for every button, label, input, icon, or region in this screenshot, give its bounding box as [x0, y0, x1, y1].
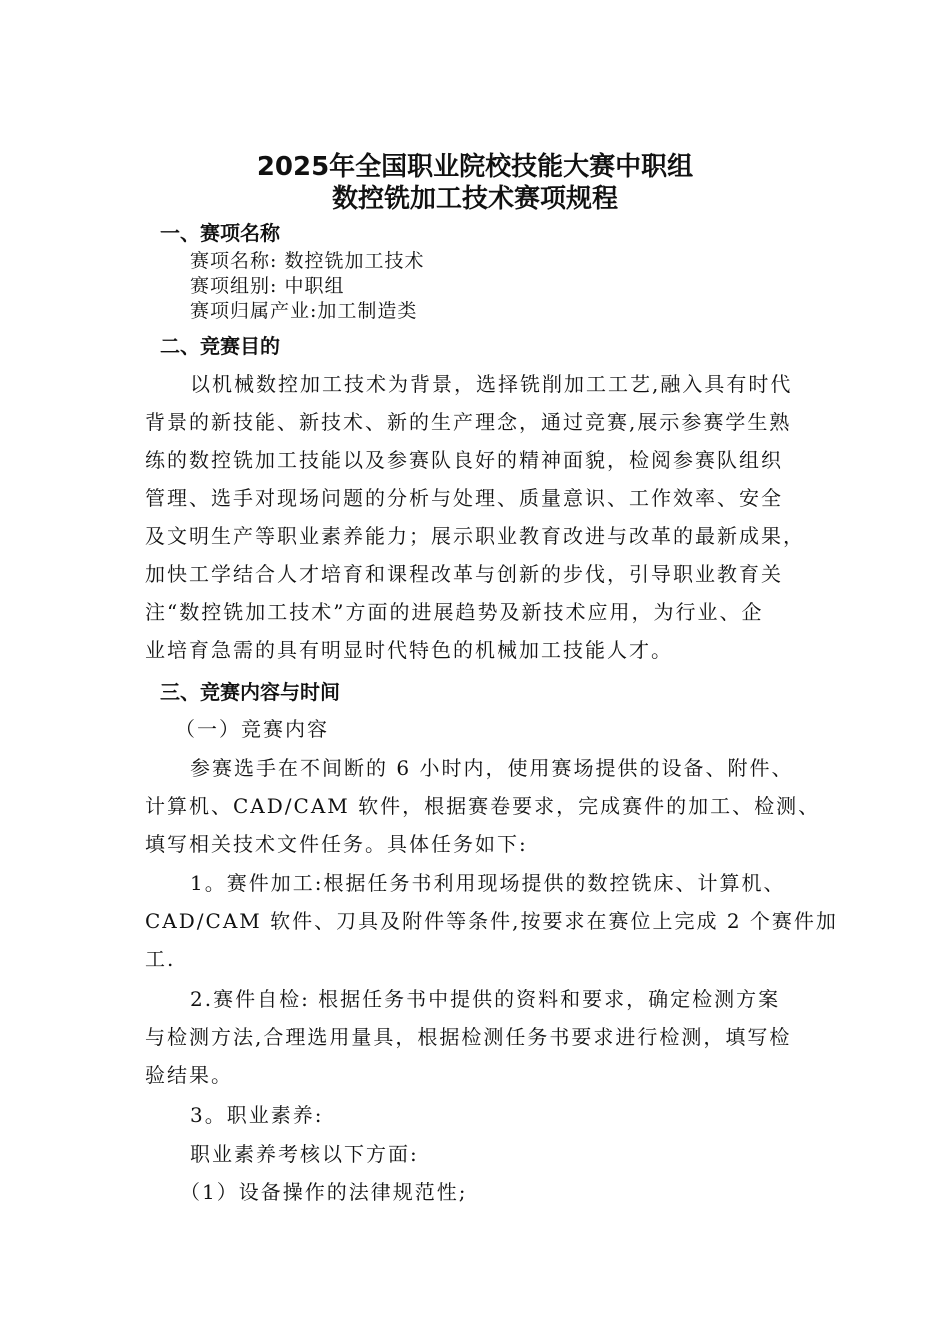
- content-intro-line: 计算机、CAD/CAM 软件，根据赛卷要求，完成赛件的加工、检测、: [145, 794, 821, 818]
- document-title-line1: 2025年全国职业院校技能大赛中职组: [256, 152, 694, 182]
- event-industry-line: 赛项归属产业:加工制造类: [190, 300, 418, 322]
- task-item-2-line: 与检测方法,合理选用量具，根据检测任务书要求进行检测，填写检: [145, 1025, 792, 1049]
- section2-heading: 二、竞赛目的: [160, 334, 280, 358]
- purpose-line: 练的数控铣加工技能以及参赛队良好的精神面貌，检阅参赛队组织: [145, 448, 783, 472]
- task-item-1-line: CAD/CAM 软件、刀具及附件等条件,按要求在赛位上完成 2 个赛件加: [145, 909, 838, 933]
- content-intro-line: 填写相关技术文件任务。具体任务如下:: [145, 832, 528, 856]
- purpose-line: 业培育急需的具有明显时代特色的机械加工技能人才。: [145, 638, 673, 662]
- task-item-3-intro: 职业素养考核以下方面:: [190, 1142, 419, 1166]
- section3-heading: 三、竞赛内容与时间: [160, 680, 340, 704]
- task-item-3-sub1: （1）设备操作的法律规范性;: [180, 1180, 468, 1204]
- purpose-line: 加快工学结合人才培育和课程改革与创新的步伐，引导职业教育关: [145, 562, 783, 586]
- section1-heading: 一、赛项名称: [160, 221, 280, 245]
- event-name-line: 赛项名称: 数控铣加工技术: [190, 250, 425, 272]
- task-item-2-line: 2.赛件自检: 根据任务书中提供的资料和要求，确定检测方案: [190, 987, 781, 1011]
- purpose-line: 注“数控铣加工技术”方面的进展趋势及新技术应用，为行业、企: [145, 600, 764, 624]
- purpose-line: 以机械数控加工技术为背景，选择铣削加工工艺,融入具有时代: [190, 372, 793, 396]
- task-item-1-line: 工.: [145, 947, 176, 971]
- document-title-line2: 数控铣加工技术赛项规程: [331, 184, 618, 214]
- task-item-3-line: 3。职业素养:: [190, 1103, 324, 1127]
- purpose-line: 管理、选手对现场问题的分析与处理、质量意识、工作效率、安全: [145, 486, 783, 510]
- content-intro-line: 参赛选手在不间断的 6 小时内，使用赛场提供的设备、附件、: [190, 756, 794, 780]
- event-group-line: 赛项组别: 中职组: [190, 275, 345, 297]
- purpose-line: 背景的新技能、新技术、新的生产理念，通过竞赛,展示参赛学生熟: [145, 410, 792, 434]
- task-item-1-line: 1。赛件加工:根据任务书利用现场提供的数控铣床、计算机、: [190, 871, 786, 895]
- purpose-line: 及文明生产等职业素养能力；展示职业教育改进与改革的最新成果，: [145, 524, 805, 548]
- subsection-heading: （一）竞赛内容: [175, 717, 329, 741]
- task-item-2-line: 验结果。: [145, 1063, 233, 1087]
